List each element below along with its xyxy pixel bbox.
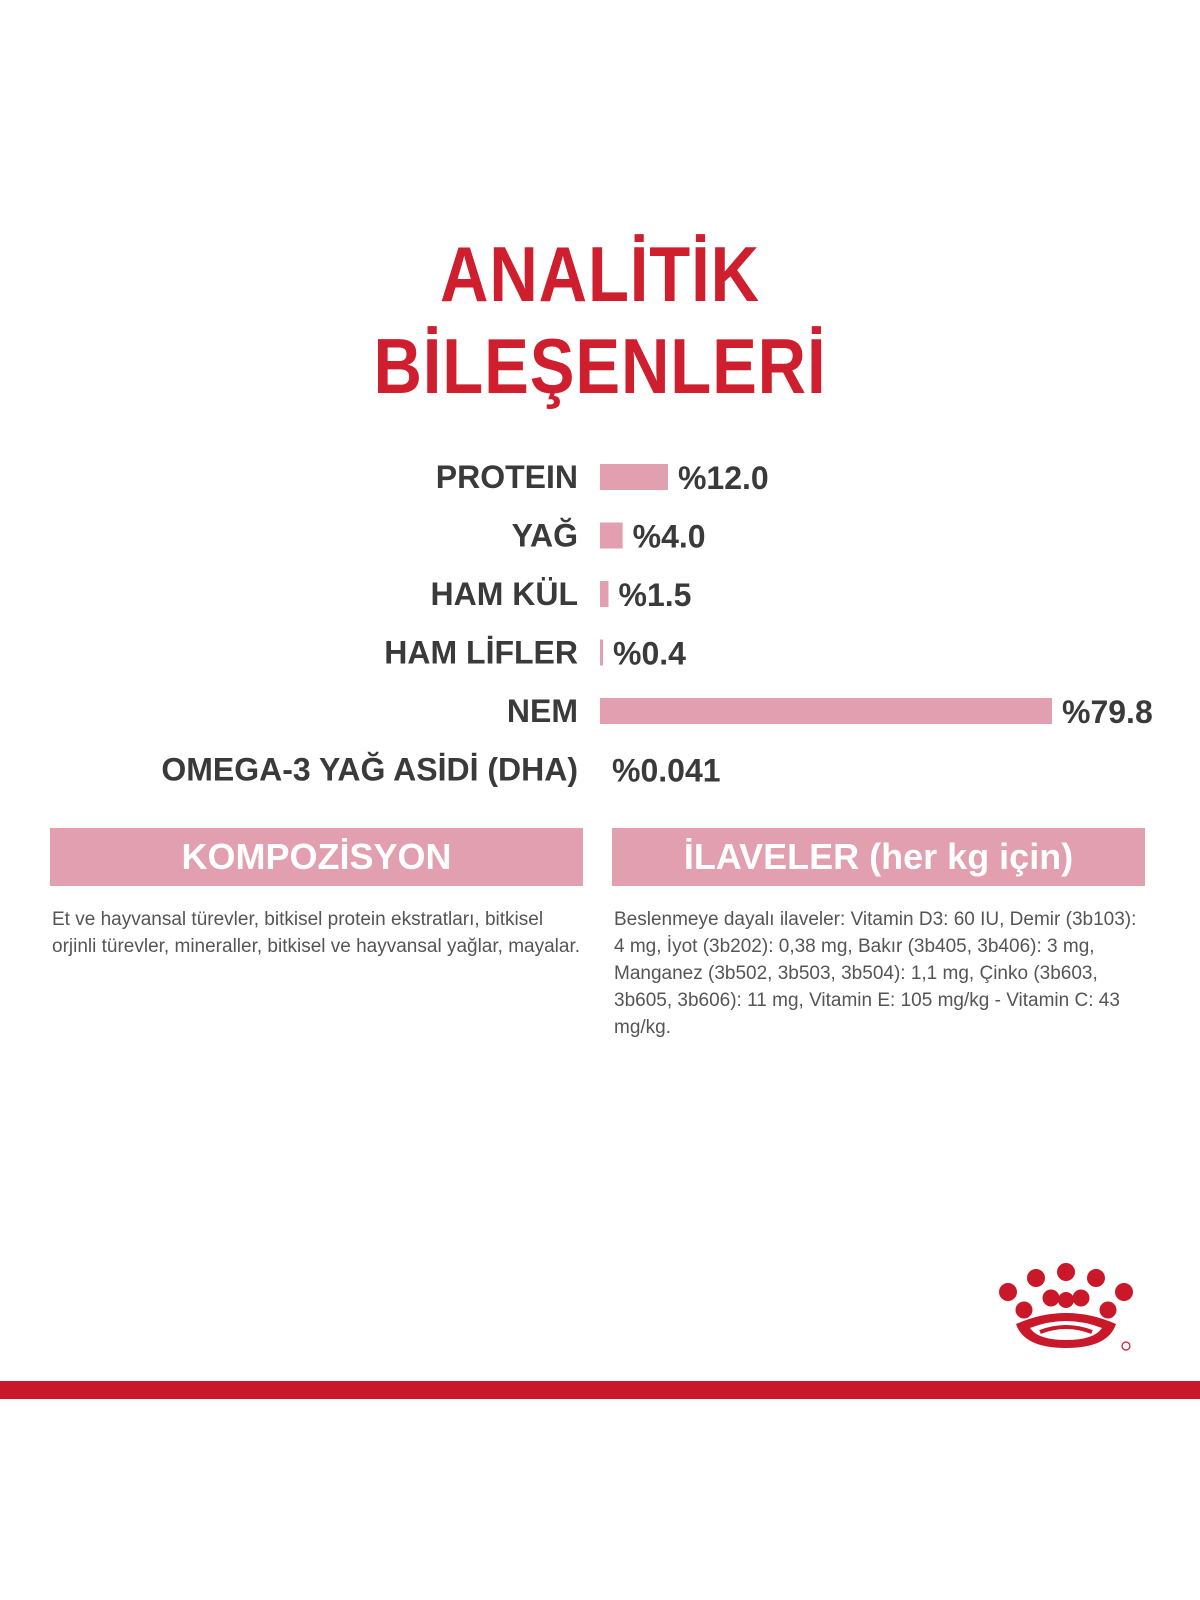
- composition-text: Et ve hayvansal türevler, bitkisel protein ekstratları, bitkisel orjinli türevler, mineraller, bitkisel ve hayvansal yağlar, mayalar.: [52, 909, 581, 957]
- additives-header: İLAVELER (her kg için): [612, 828, 1145, 886]
- value-label: %1.5: [618, 577, 692, 613]
- additives-text: Beslenmeye dayalı ilaveler: Vitamin D3: 60 IU, Demir (3b103): 4 mg, İyot (3b202): 0,38 mg, Bakır (3b405, 3b406): 3 mg, Manganez (3b502, 3b503, 3b504): 1,1 mg, Çinko (3b603, 3b605, 3b606): 11 mg, Vitamin E: 105 mg/kg - Vitamin C: 43 mg/kg.: [614, 909, 1137, 1038]
- value-label: %79.8: [1062, 694, 1153, 730]
- category-label: HAM KÜL: [430, 576, 578, 612]
- category-label: OMEGA-3 YAĞ ASİDİ (DHA): [161, 751, 578, 788]
- title-line-2: BİLEŞENLERİ: [373, 322, 827, 410]
- value-label: %0.4: [613, 635, 686, 672]
- bar: [600, 464, 668, 490]
- category-label: PROTEIN: [435, 459, 578, 495]
- composition-header: KOMPOZİSYON: [50, 828, 583, 886]
- crown-logo-icon: [986, 1262, 1146, 1358]
- value-label: %12.0: [677, 460, 769, 496]
- value-label: %4.0: [632, 518, 706, 555]
- value-label: %0.041: [612, 752, 721, 789]
- category-label: NEM: [506, 693, 578, 729]
- brand-red-band: [0, 1381, 1200, 1399]
- category-label: YAĞ: [511, 517, 578, 554]
- bar: [600, 523, 623, 549]
- bar: [600, 581, 608, 607]
- category-label: HAM LİFLER: [384, 634, 578, 671]
- bar: [600, 698, 1052, 724]
- title-line-1: ANALİTİK: [440, 230, 760, 318]
- bar: [600, 640, 603, 666]
